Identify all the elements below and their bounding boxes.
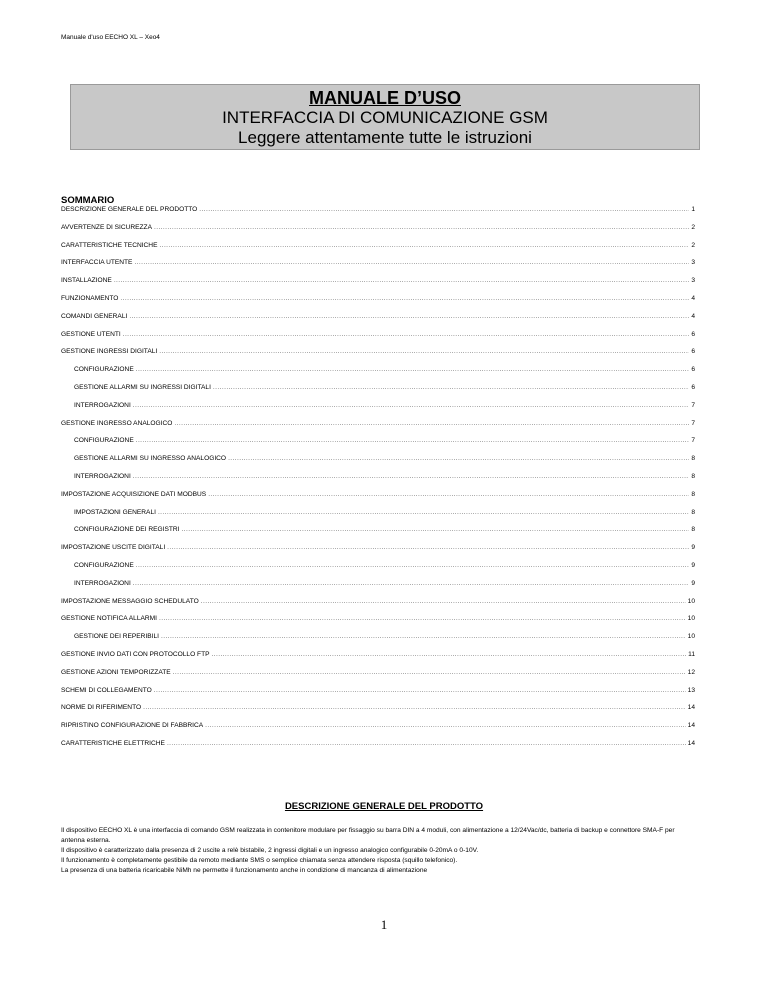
toc-dot-leader <box>114 277 690 284</box>
toc-entry[interactable] <box>61 313 695 331</box>
toc-entry-label: GESTIONE ALLARMI SU INGRESSO ANALOGICO <box>74 455 227 463</box>
toc-entry-page: 7 <box>691 437 695 445</box>
toc-entry-label: AVVERTENZE DI SICUREZZA <box>61 223 152 231</box>
toc-entry-page: 11 <box>688 650 695 658</box>
toc-entry[interactable] <box>61 687 695 705</box>
toc-entry[interactable] <box>61 615 695 633</box>
body-paragraph: Il dispositivo EECHO XL è una interfaccia di comando GSM realizzata in contenitore modulare per fissaggio su barra DIN a 4 moduli, con alimentazione a 12/24Vac/dc, batteria di backup e connettore SMA-F per antenna esterna. <box>61 827 675 844</box>
toc-entry-label: DESCRIZIONE GENERALE DEL PRODOTTO <box>61 206 198 213</box>
toc-dot-leader <box>154 687 686 694</box>
toc-entry-label: CONFIGURAZIONE <box>74 437 134 445</box>
toc-entry-label: SCHEMI DI COLLEGAMENTO <box>61 686 152 694</box>
toc-heading: SOMMARIO <box>61 195 115 206</box>
toc-entry-page: 14 <box>687 704 695 712</box>
toc-entry-label: IMPOSTAZIONI GENERALI <box>74 508 156 516</box>
toc-entry-label: INTERROGAZIONI <box>74 579 131 587</box>
toc-dot-leader <box>228 455 689 462</box>
toc-entry-label: GESTIONE INGRESSI DIGITALI <box>61 348 158 356</box>
toc-entry[interactable] <box>61 491 695 509</box>
toc-entry-page: 10 <box>687 597 695 605</box>
toc-dot-leader <box>123 331 690 338</box>
toc-entry[interactable] <box>61 295 695 313</box>
toc-entry[interactable] <box>61 669 695 687</box>
toc-entry-label: CONFIGURAZIONE <box>74 561 134 569</box>
toc-entry-label: CARATTERISTICHE TECNICHE <box>61 241 158 249</box>
toc-entry[interactable] <box>61 224 695 242</box>
toc-dot-leader <box>159 242 689 249</box>
section-body <box>61 826 695 876</box>
toc-entry-label: FUNZIONAMENTO <box>61 294 119 302</box>
toc-entry[interactable] <box>61 509 695 527</box>
toc-entry[interactable] <box>61 598 695 616</box>
toc-entry-page: 14 <box>687 722 695 730</box>
toc-entry-page: 8 <box>691 508 695 516</box>
toc-entry[interactable] <box>61 384 695 402</box>
running-header: Manuale d'uso EECHO XL – Xeo4 <box>61 34 160 41</box>
toc-entry[interactable] <box>61 242 695 260</box>
document-subtitle: INTERFACCIA DI COMUNICAZIONE GSM <box>222 108 548 127</box>
toc-entry-label: INSTALLAZIONE <box>61 277 112 285</box>
section-title: DESCRIZIONE GENERALE DEL PRODOTTO <box>284 801 484 812</box>
body-paragraph: Il funzionamento è completamente gestibile da remoto mediante SMS o semplice chiamata senza attendere risposta (squillo telefonico). <box>61 857 458 864</box>
toc-entry-page: 3 <box>691 277 695 285</box>
toc-entry-label: GESTIONE NOTIFICA ALLARMI <box>61 615 157 623</box>
toc-entry[interactable] <box>61 740 695 758</box>
toc-entry[interactable] <box>61 331 695 349</box>
toc-dot-leader <box>159 615 686 622</box>
toc-dot-leader <box>161 633 686 640</box>
toc-entry-label: GESTIONE AZIONI TEMPORIZZATE <box>61 668 171 676</box>
toc-entry[interactable] <box>61 348 695 366</box>
toc-dot-leader <box>212 651 687 658</box>
toc-entry-page: 8 <box>691 490 695 498</box>
body-paragraph: Il dispositivo è caratterizzato dalla presenza di 2 uscite a relè bistabile, 2 ingressi digitali e un ingresso analogico configurabile 0-20mA o 0-10V. <box>61 847 479 854</box>
toc-entry[interactable] <box>61 455 695 473</box>
toc-entry-page: 14 <box>687 739 695 747</box>
toc-entry[interactable] <box>61 704 695 722</box>
toc-entry-page: 4 <box>691 312 695 320</box>
toc-entry-page: 8 <box>691 526 695 534</box>
toc-entry-page: 6 <box>691 383 695 391</box>
toc-entry[interactable] <box>61 366 695 384</box>
toc-entry-label: COMANDI GENERALI <box>61 312 128 320</box>
toc-entry[interactable] <box>61 206 695 224</box>
toc-entry[interactable] <box>61 651 695 669</box>
toc-entry[interactable] <box>61 562 695 580</box>
toc-dot-leader <box>136 437 690 444</box>
toc-entry-page: 2 <box>691 241 695 249</box>
toc-entry-label: RIPRISTINO CONFIGURAZIONE DI FABBRICA <box>61 722 204 730</box>
toc-entry-page: 12 <box>687 668 695 676</box>
toc-entry-page: 13 <box>687 686 695 694</box>
toc-entry-page: 2 <box>691 223 695 231</box>
toc-entry-page: 4 <box>691 294 695 302</box>
toc-entry-label: GESTIONE INVIO DATI CON PROTOCOLLO FTP <box>61 650 210 658</box>
toc-entry[interactable] <box>61 420 695 438</box>
toc-dot-leader <box>159 348 689 355</box>
table-of-contents <box>61 206 695 758</box>
toc-entry-page: 10 <box>687 615 695 623</box>
toc-dot-leader <box>133 473 690 480</box>
toc-entry[interactable] <box>61 277 695 295</box>
toc-entry-page: 9 <box>691 579 695 587</box>
toc-dot-leader <box>205 722 686 729</box>
toc-entry-label: GESTIONE DEI REPERIBILI <box>74 633 160 641</box>
toc-entry-page: 3 <box>691 259 695 267</box>
toc-entry-page: 7 <box>691 419 695 427</box>
toc-dot-leader <box>201 598 686 605</box>
toc-dot-leader <box>173 669 686 676</box>
toc-entry-label: INTERROGAZIONI <box>74 472 131 480</box>
toc-dot-leader <box>136 562 690 569</box>
toc-entry-label: CONFIGURAZIONE DEI REGISTRI <box>74 526 180 534</box>
toc-entry[interactable] <box>61 544 695 562</box>
toc-entry-page: 8 <box>691 472 695 480</box>
toc-entry-label: IMPOSTAZIONE USCITE DIGITALI <box>61 544 166 552</box>
toc-entry-label: CONFIGURAZIONE <box>74 366 134 374</box>
toc-entry-label: CARATTERISTICHE ELETTRICHE <box>61 739 165 747</box>
toc-entry-page: 10 <box>687 633 695 641</box>
body-paragraph: La presenza di una batteria ricaricabile NiMh ne permette il funzionamento anche in condizione di mancanza di alimentazione <box>61 867 428 874</box>
toc-entry-page: 6 <box>691 330 695 338</box>
toc-entry[interactable] <box>61 437 695 455</box>
page-number: 1 <box>380 917 388 932</box>
toc-dot-leader <box>208 491 689 498</box>
toc-entry[interactable] <box>61 259 695 277</box>
toc-entry-label: IMPOSTAZIONE ACQUISIZIONE DATI MODBUS <box>61 490 207 498</box>
toc-entry-label: INTERFACCIA UTENTE <box>61 259 133 267</box>
toc-dot-leader <box>136 366 690 373</box>
reading-instruction: Leggere attentamente tutte le istruzioni <box>238 128 532 147</box>
toc-dot-leader <box>199 206 689 213</box>
toc-dot-leader <box>167 740 686 747</box>
document-title: MANUALE D’USO <box>309 88 461 108</box>
toc-entry-label: GESTIONE INGRESSO ANALOGICO <box>61 419 173 427</box>
toc-dot-leader <box>133 402 690 409</box>
toc-dot-leader <box>182 526 690 533</box>
toc-entry-page: 1 <box>691 206 695 213</box>
toc-dot-leader <box>213 384 689 391</box>
toc-dot-leader <box>143 704 686 711</box>
toc-entry-page: 8 <box>691 455 695 463</box>
toc-dot-leader <box>154 224 689 231</box>
toc-entry[interactable] <box>61 580 695 598</box>
toc-entry-page: 9 <box>691 544 695 552</box>
toc-entry-page: 9 <box>691 561 695 569</box>
title-box <box>70 84 700 150</box>
toc-entry-label: GESTIONE ALLARMI SU INGRESSI DIGITALI <box>74 383 211 391</box>
toc-entry[interactable] <box>61 526 695 544</box>
toc-dot-leader <box>174 420 689 427</box>
toc-entry-label: IMPOSTAZIONE MESSAGGIO SCHEDULATO <box>61 597 199 605</box>
toc-entry[interactable] <box>61 633 695 651</box>
toc-entry-label: GESTIONE UTENTI <box>61 330 121 338</box>
toc-dot-leader <box>167 544 689 551</box>
toc-entry-page: 7 <box>691 401 695 409</box>
toc-entry[interactable] <box>61 402 695 420</box>
toc-entry[interactable] <box>61 722 695 740</box>
toc-dot-leader <box>120 295 689 302</box>
toc-entry-label: NORME DI RIFERIMENTO <box>61 704 142 712</box>
toc-dot-leader <box>129 313 689 320</box>
toc-entry-label: INTERROGAZIONI <box>74 401 131 409</box>
toc-entry[interactable] <box>61 473 695 491</box>
toc-dot-leader <box>133 580 690 587</box>
toc-entry-page: 6 <box>691 348 695 356</box>
toc-entry-page: 6 <box>691 366 695 374</box>
toc-dot-leader <box>158 509 689 516</box>
toc-dot-leader <box>134 259 689 266</box>
